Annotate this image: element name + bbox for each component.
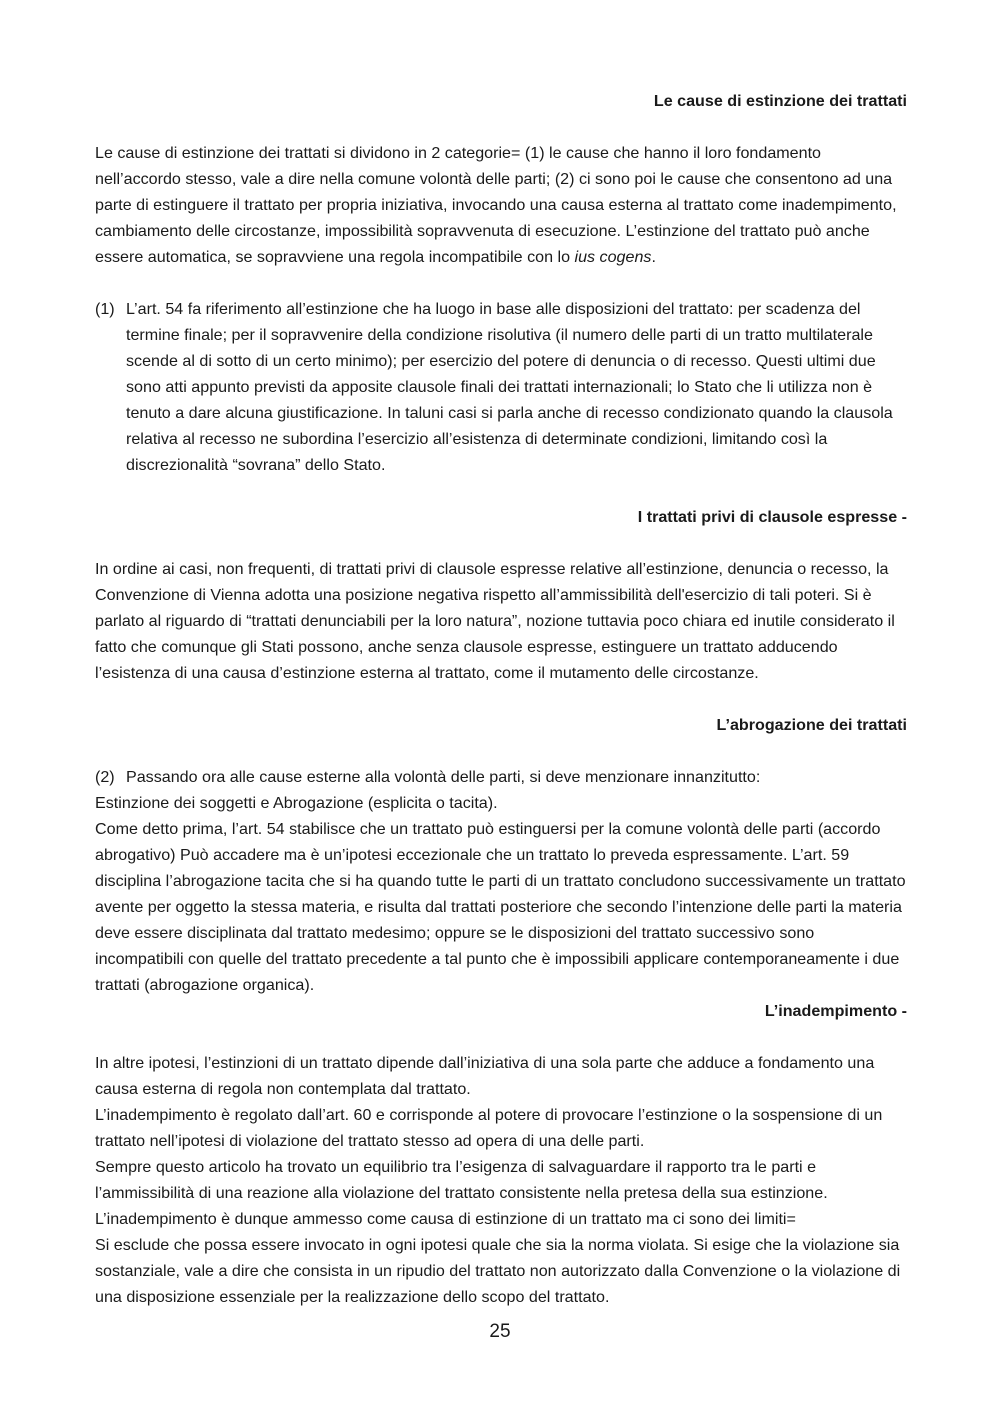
page-content: [95, 88, 907, 1310]
paragraph-inadempimento-3: Sempre questo articolo ha trovato un equilibrio tra l’esigenza di salvaguardare il rapporto tra le parti e l’ammissibilità di una reazione alla violazione del trattato consistente nella pretesa della sua estinzione.: [95, 1158, 828, 1202]
paragraph-trattati-privi: In ordine ai casi, non frequenti, di trattati privi di clausole espresse relative all’estinzione, denuncia o recesso, la Convenzione di Vienna adotta una posizione negativa rispetto all’ammissibilità dell'esercizio di tali poteri. Si è parlato al riguardo di “trattati denunciabili per la loro natura”, nozione tuttavia poco chiara ed inutile considerato il fatto che comunque gli Stati possono, anche senza clausole espresse, estinguere un trattato adducendo l’esistenza di una causa d’estinzione esterna al trattato, come il mutamento delle circostanze.: [95, 560, 895, 682]
paragraph-inadempimento-1: In altre ipotesi, l’estinzioni di un trattato dipende dall’iniziativa di una sola parte che adduce a fondamento una causa esterna di regola non contemplata dal trattato.: [95, 1054, 875, 1098]
line-estinzione-soggetti: Estinzione dei soggetti e Abrogazione (esplicita o tacita).: [95, 794, 498, 812]
heading-cause-estinzione: Le cause di estinzione dei trattati: [653, 92, 907, 110]
intro-text: Le cause di estinzione dei trattati si dividono in 2 categorie= (1) le cause che hanno il loro fondamento nell’accordo stesso, vale a dire nella comune volontà delle parti; (2) ci sono poi le cause che consentono ad una parte di estinguere il trattato per propria iniziativa, invocando una causa esterna al trattato come inadempimento, cambiamento delle circostanze, impossibilità sopravvenuta di esecuzione. L’estinzione del trattato può anche essere automatica, se sopravviene una regola incompatibile con lo: [95, 144, 897, 266]
paragraph-inadempimento-5: Si esclude che possa essere invocato in ogni ipotesi quale che sia la norma violata. Si esige che la violazione sia sostanziale, vale a dire che consista in un ripudio del trattato non autorizzato dalla Convenzione o la violazione di una disposizione essenziale per la realizzazione dello scopo del trattato.: [95, 1236, 901, 1306]
intro-end: .: [651, 248, 656, 266]
list-number-1: (1): [95, 300, 115, 318]
heading-trattati-privi: I trattati privi di clausole espresse -: [637, 508, 907, 526]
paragraph-abrogazione: Come detto prima, l’art. 54 stabilisce che un trattato può estinguersi per la comune volontà delle parti (accordo abrogativo) Può accadere ma è un’ipotesi eccezionale che un trattato lo preveda espressamente. L’art. 59 disciplina l’abrogazione tacita che si ha quando tutte le parti di un trattato concludono successivamente un trattato avente per oggetto la stessa materia, e risulta dal trattati posteriore che secondo l’intenzione delle parti la materia deve essere disciplinata dal trattato medesimo; oppure se le disposizioni del trattato successivo sono incompatibili con quelle del trattato precedente a tal punto che è impossibili applicare contemporaneamente i due trattati (abrogazione organica).: [95, 820, 906, 994]
list-item-2: [95, 764, 907, 790]
list-text-1: L’art. 54 fa riferimento all’estinzione che ha luogo in base alle disposizioni del trattato: per scadenza del termine finale; per il sopravvenire della condizione risolutiva (il numero delle parti di un tratto multilaterale scende al di sotto di un certo minimo); per esercizio del potere di denuncia o di recesso. Questi ultimi due sono atti appunto previsti da apposite clausole finali dei trattati internazionali; lo Stato che li utilizza non è tenuto a dare alcuna giustificazione. In taluni casi si parla anche di recesso condizionato quando la clausola relativa al recesso ne subordina l’esercizio all’esistenza di determinate condizioni, limitando così la discrezionalità “sovrana” dello Stato.: [126, 300, 893, 474]
list-item-1: [95, 296, 907, 478]
heading-inadempimento: L’inadempimento -: [764, 1002, 907, 1020]
paragraph-inadempimento-4: L’inadempimento è dunque ammesso come causa di estinzione di un trattato ma ci sono dei limiti=: [95, 1210, 796, 1228]
paragraph-inadempimento-2: L’inadempimento è regolato dall’art. 60 e corrisponde al potere di provocare l’estinzione o la sospensione di un trattato nell’ipotesi di violazione del trattato stesso ad opera di una delle parti.: [95, 1106, 883, 1150]
page-number: 25: [489, 1321, 511, 1342]
intro-paragraph: [95, 140, 907, 270]
list-number-2: (2): [95, 768, 115, 786]
heading-abrogazione: L’abrogazione dei trattati: [716, 716, 907, 734]
list-text-2: Passando ora alle cause esterne alla volontà delle parti, si deve menzionare innanzitutto:: [126, 768, 761, 786]
intro-italic: ius cogens: [574, 248, 652, 266]
